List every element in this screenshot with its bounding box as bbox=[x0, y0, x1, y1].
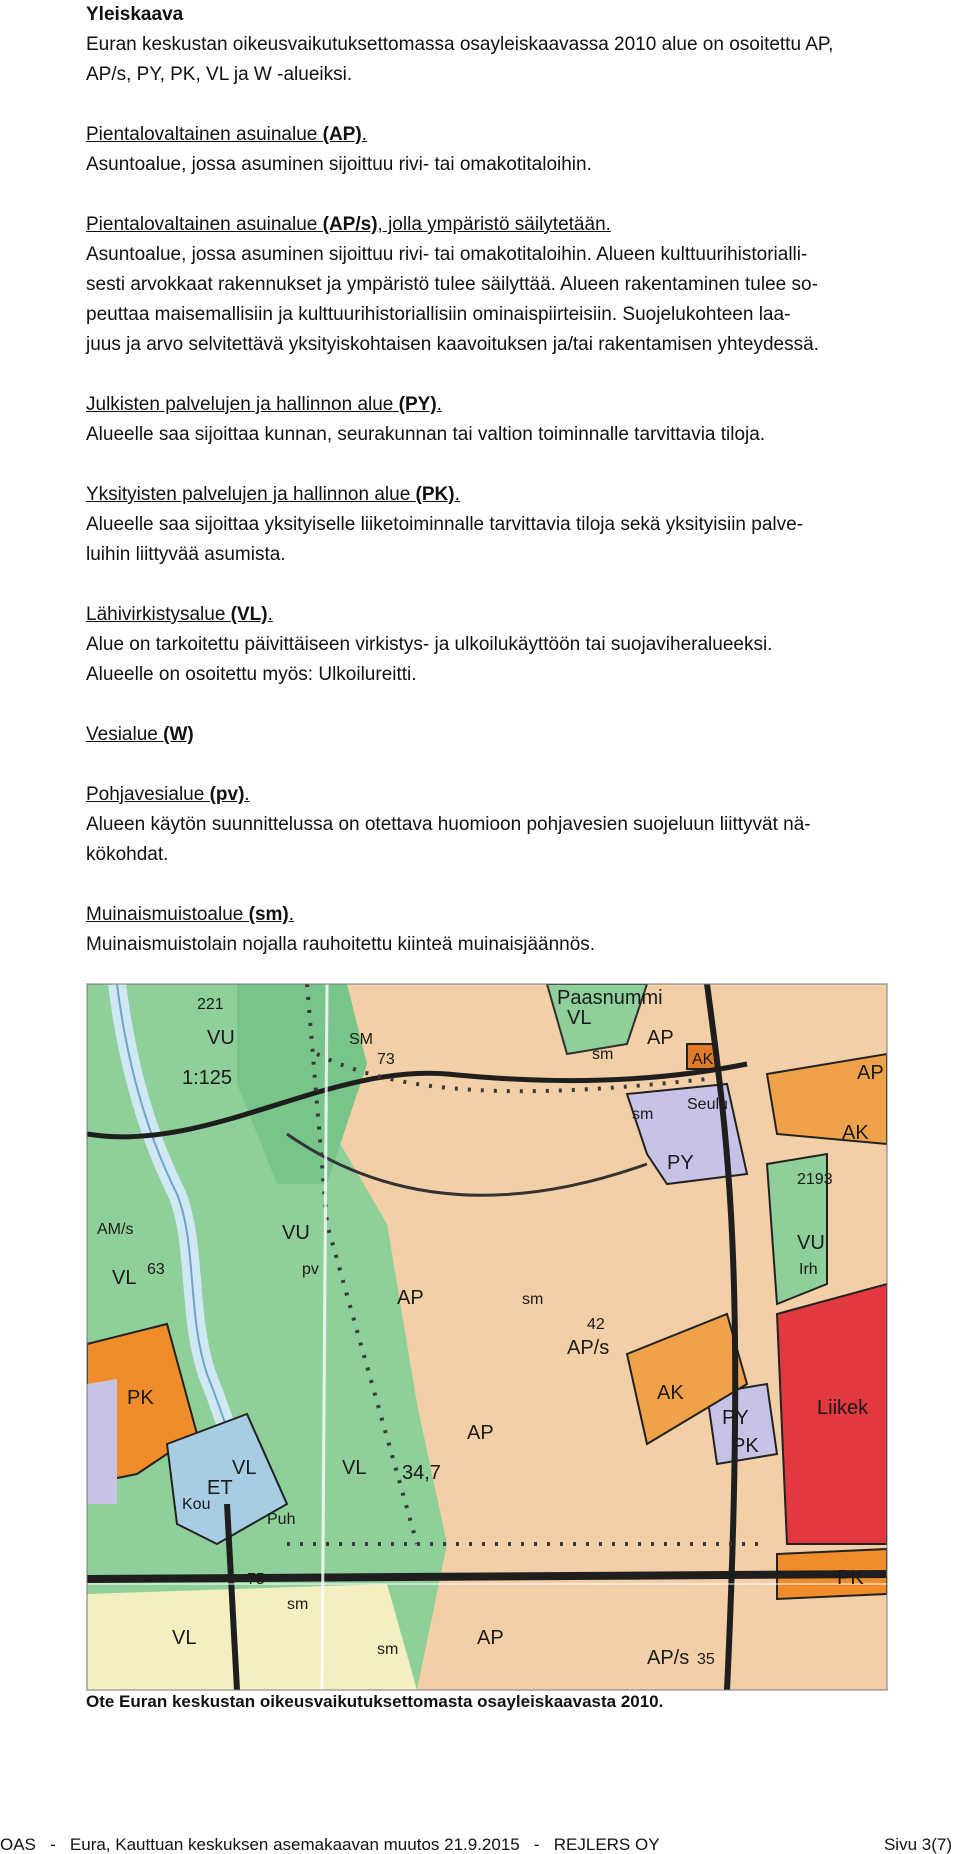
map-label: 34,7 bbox=[402, 1462, 441, 1484]
legend-title-suffix: . bbox=[288, 904, 295, 925]
map-label: AK bbox=[842, 1122, 869, 1144]
legend-title bbox=[86, 720, 946, 750]
legend-title bbox=[86, 210, 946, 240]
map-label: PK bbox=[837, 1567, 864, 1589]
map-label: Liikek bbox=[817, 1397, 869, 1419]
legend-title-suffix: . bbox=[436, 394, 442, 415]
map-label: PY bbox=[722, 1407, 749, 1429]
map-label: AP bbox=[467, 1422, 494, 1444]
legend-description-line: peuttaa maisemallisiin ja kulttuurihistoriallisiin ominaispiirteisiin. Suojelukohteen laa- bbox=[86, 304, 791, 325]
map-label: ET bbox=[207, 1477, 233, 1499]
footer-document-info: OAS - Eura, Kauttuan keskuksen asemakaavan muutos 21.9.2015 - REJLERS OY bbox=[0, 1835, 660, 1854]
legend-code: (sm) bbox=[248, 904, 289, 925]
legend-title bbox=[86, 390, 946, 420]
map-label: AP bbox=[477, 1627, 504, 1649]
map-label: 2193 bbox=[797, 1171, 833, 1188]
map-label: sm bbox=[632, 1106, 654, 1123]
legend-title-text: Julkisten palvelujen ja hallinnon alue bbox=[86, 394, 399, 415]
map-label: sm bbox=[377, 1641, 399, 1658]
legend-description-line: Muinaismuistolain nojalla rauhoitettu kiinteä muinaisjäännös. bbox=[86, 934, 596, 955]
legend-description-line: juus ja arvo selvitettävä yksityiskohtaisen kaavoituksen ja/tai rakentamisen yhteydessä. bbox=[86, 334, 819, 355]
legend-title-text: Pientalovaltainen asuinalue bbox=[86, 214, 323, 235]
map-label: 1:125 bbox=[182, 1067, 233, 1089]
map-label: Irh bbox=[799, 1261, 818, 1278]
legend-title bbox=[86, 480, 946, 510]
legend-description-line: kökohdat. bbox=[86, 844, 169, 865]
legend-description-line: sesti arvokkaat rakennukset ja ympäristö tulee säilyttää. Alueen rakentaminen tulee so- bbox=[86, 274, 818, 295]
legend-title bbox=[86, 780, 946, 810]
legend-description-line: Asuntoalue, jossa asuminen sijoittuu rivi- tai omakotitaloihin. Alueen kulttuurihistorialli- bbox=[86, 244, 808, 265]
legend-title-text: Yksityisten palvelujen ja hallinnon alue bbox=[86, 484, 416, 505]
footer-page-number: Sivu 3(7) bbox=[883, 1835, 952, 1854]
map-label: 73 bbox=[377, 1051, 395, 1068]
legend-code: (AP/s) bbox=[322, 214, 378, 235]
legend-title-text: Pohjavesialue bbox=[86, 784, 210, 805]
page-footer bbox=[0, 1835, 960, 1854]
map-label: VU bbox=[797, 1232, 825, 1254]
legend-title bbox=[86, 900, 946, 930]
legend-description-line: Alueen käytön suunnittelussa on otettava huomioon pohjavesien suojeluun liittyvät nä- bbox=[86, 814, 811, 835]
legend-section bbox=[86, 600, 946, 690]
map-label: AM/s bbox=[97, 1221, 134, 1238]
legend-section bbox=[86, 720, 946, 750]
legend-title bbox=[86, 600, 946, 630]
map-label: VL bbox=[342, 1457, 367, 1479]
map-label: PK bbox=[127, 1387, 154, 1409]
zoning-map-image bbox=[87, 984, 887, 1690]
map-label: 42 bbox=[587, 1316, 605, 1333]
legend-title-suffix: . bbox=[454, 484, 460, 505]
map-label: sm bbox=[287, 1596, 309, 1613]
map-label: AP/s bbox=[647, 1647, 690, 1669]
map-label: VU bbox=[282, 1222, 310, 1244]
section-heading: Yleiskaava bbox=[86, 4, 184, 25]
map-label: PK bbox=[732, 1435, 759, 1457]
map-label: VU bbox=[207, 1027, 235, 1049]
map-label: Seulu bbox=[687, 1096, 728, 1113]
map-label: Puh bbox=[267, 1511, 296, 1528]
zoning-map bbox=[86, 983, 888, 1691]
map-label: 35 bbox=[697, 1651, 715, 1668]
legend-code: (AP) bbox=[322, 124, 362, 145]
intro-line: AP/s, PY, PK, VL ja W -alueiksi. bbox=[86, 64, 353, 85]
map-label: VL bbox=[232, 1457, 257, 1479]
legend-code: (PK) bbox=[415, 484, 455, 505]
map-label: Kou bbox=[182, 1496, 211, 1513]
legend-title-suffix: , jolla ympäristö säilytetään. bbox=[377, 214, 611, 235]
legend-section bbox=[86, 480, 946, 570]
legend-title-suffix: . bbox=[267, 604, 273, 625]
map-label: VL bbox=[567, 1007, 592, 1029]
legend-title-text: Muinaismuistoalue bbox=[86, 904, 249, 925]
legend-description-line: Alue on tarkoitettu päivittäiseen virkistys- ja ulkoilukäyttöön tai suojaviheralueeksi. bbox=[86, 634, 773, 655]
map-label: AP bbox=[397, 1287, 424, 1309]
legend-description-line: Alueelle saa sijoittaa yksityiselle liiketoiminnalle tarvittavia tiloja sekä yksityisiin palve- bbox=[86, 514, 804, 535]
legend-code: (W) bbox=[163, 724, 194, 745]
legend-title-suffix: . bbox=[361, 124, 367, 145]
legend-title-suffix: . bbox=[244, 784, 250, 805]
document-body bbox=[86, 0, 946, 960]
map-label: VL bbox=[112, 1267, 137, 1289]
map-label: AP bbox=[647, 1027, 674, 1049]
legend-code: (VL) bbox=[230, 604, 268, 625]
legend-section bbox=[86, 900, 946, 960]
map-label: AP bbox=[857, 1062, 884, 1084]
legend-section bbox=[86, 780, 946, 870]
intro-line: Euran keskustan oikeusvaikutuksettomassa osayleiskaavassa 2010 alue on osoitettu AP, bbox=[86, 34, 834, 55]
map-label: sm bbox=[592, 1046, 614, 1063]
legend-code: (pv) bbox=[209, 784, 245, 805]
map-label: AK bbox=[657, 1382, 684, 1404]
legend-title bbox=[86, 120, 946, 150]
map-caption: Ote Euran keskustan oikeusvaikutuksettomasta osayleiskaavasta 2010. bbox=[86, 1692, 664, 1711]
map-label: sm bbox=[522, 1291, 544, 1308]
legend-code: (PY) bbox=[398, 394, 437, 415]
legend-title-text: Pientalovaltainen asuinalue bbox=[86, 124, 323, 145]
map-label: 63 bbox=[147, 1261, 165, 1278]
legend-title-text: Lähivirkistysalue bbox=[86, 604, 231, 625]
legend-section bbox=[86, 210, 946, 360]
legend-description-line: luihin liittyvää asumista. bbox=[86, 544, 286, 565]
map-label: 221 bbox=[197, 996, 224, 1013]
map-label: PY bbox=[667, 1152, 694, 1174]
legend-description-line: Alueelle on osoitettu myös: Ulkoilureitti. bbox=[86, 664, 417, 685]
map-label: AK bbox=[692, 1051, 714, 1068]
map-label: AP/s bbox=[567, 1337, 610, 1359]
map-label: pv bbox=[302, 1261, 319, 1278]
legend-section bbox=[86, 390, 946, 450]
map-label: 75 bbox=[247, 1571, 265, 1588]
legend-section bbox=[86, 120, 946, 180]
legend-description-line: Asuntoalue, jossa asuminen sijoittuu rivi- tai omakotitaloihin. bbox=[86, 154, 592, 175]
zoning-legend-list bbox=[86, 120, 946, 960]
map-label: VL bbox=[172, 1627, 197, 1649]
map-label: Paasnummi bbox=[557, 987, 663, 1009]
legend-title-text: Vesialue bbox=[86, 724, 164, 745]
legend-description-line: Alueelle saa sijoittaa kunnan, seurakunnan tai valtion toiminnalle tarvittavia tiloja. bbox=[86, 424, 766, 445]
map-label: SM bbox=[349, 1031, 373, 1048]
